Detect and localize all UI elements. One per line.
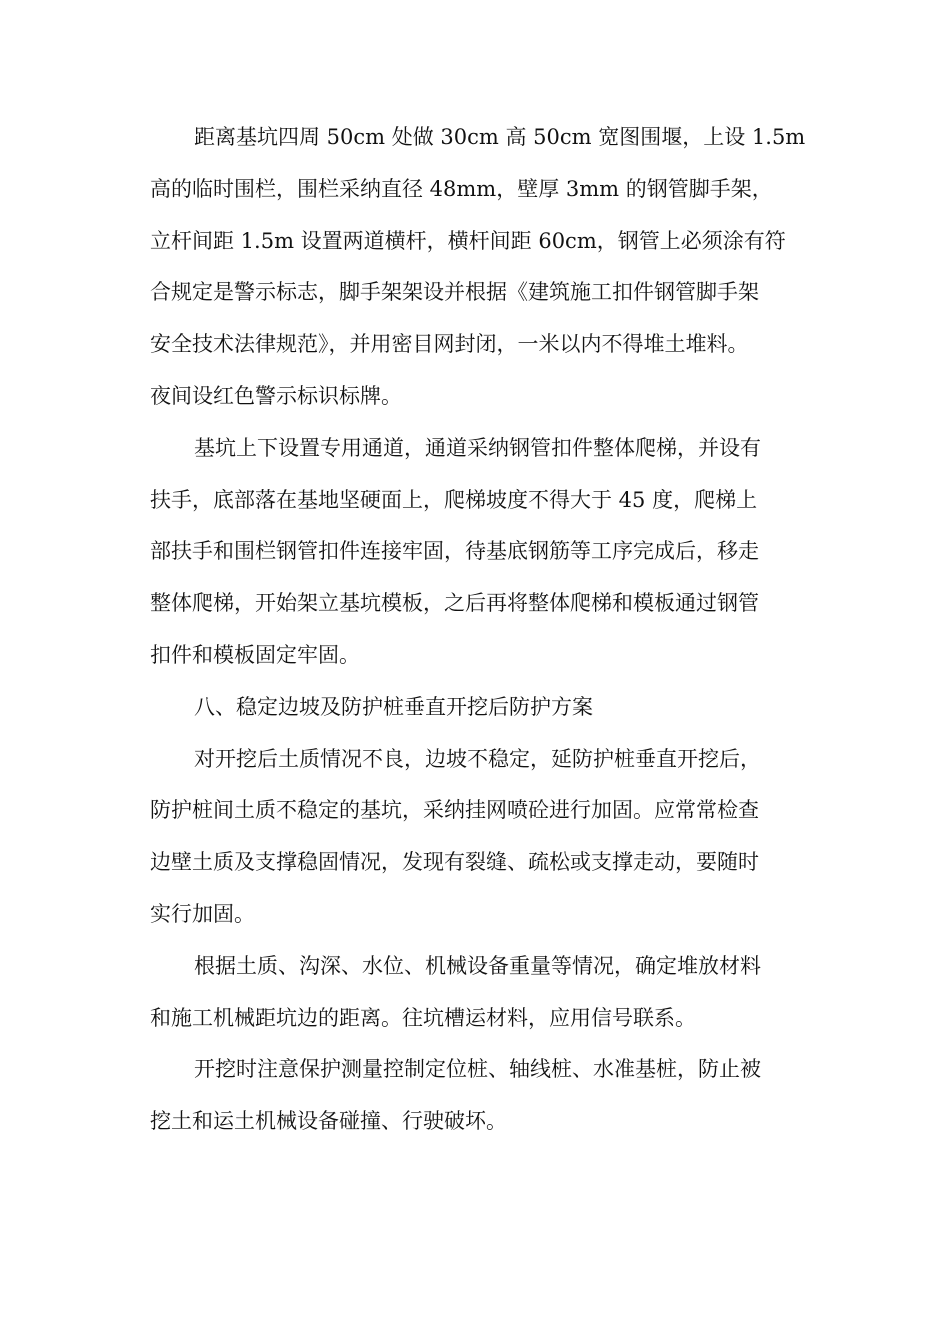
text-line: 开挖时注意保护测量控制定位桩、轴线桩、水准基桩，防止被 bbox=[194, 1057, 761, 1082]
text-line: 对开挖后土质情况不良，边坡不稳定，延防护桩垂直开挖后， bbox=[194, 746, 761, 771]
paragraph-access-ladder bbox=[150, 423, 800, 682]
document-body bbox=[150, 112, 806, 1148]
heading-text: 八、稳定边坡及防护桩垂直开挖后防护方案 bbox=[194, 694, 593, 719]
paragraph-survey-markers bbox=[150, 1044, 800, 1148]
paragraph-excavation-fence bbox=[150, 112, 806, 423]
text-line: 和施工机械距坑边的距离。往坑槽运材料，应用信号联系。 bbox=[150, 1005, 696, 1030]
paragraph-material-distance bbox=[150, 941, 800, 1045]
text-line: 合规定是警示标志，脚手架架设并根据《建筑施工扣件钢管脚手架 bbox=[150, 280, 759, 305]
text-line: 边壁土质及支撑稳固情况，发现有裂缝、疏松或支撑走动，要随时 bbox=[150, 850, 759, 875]
text-line: 挖土和运土机械设备碰撞、行驶破坏。 bbox=[150, 1109, 507, 1134]
text-line: 根据土质、沟深、水位、机械设备重量等情况，确定堆放材料 bbox=[194, 953, 761, 978]
section-heading bbox=[150, 682, 800, 734]
text-line: 整体爬梯，开始架立基坑模板，之后再将整体爬梯和模板通过钢管 bbox=[150, 591, 759, 616]
text-line: 扣件和模板固定牢固。 bbox=[150, 642, 360, 667]
text-line: 部扶手和围栏钢管扣件连接牢固，待基底钢筋等工序完成后，移走 bbox=[150, 539, 759, 564]
text-line: 夜间设红色警示标识标牌。 bbox=[150, 383, 402, 408]
text-line: 防护桩间土质不稳定的基坑，采纳挂网喷砼进行加固。应常常检查 bbox=[150, 798, 759, 823]
text-line: 高的临时围栏，围栏采纳直径 48mm，壁厚 3mm 的钢管脚手架， bbox=[150, 176, 773, 201]
text-line: 扶手，底部落在基地坚硬面上，爬梯坡度不得大于 45 度，爬梯上 bbox=[150, 487, 758, 512]
text-line: 基坑上下设置专用通道，通道采纳钢管扣件整体爬梯，并设有 bbox=[194, 435, 761, 460]
paragraph-slope-protection bbox=[150, 734, 800, 941]
text-line: 立杆间距 1.5m 设置两道横杆，横杆间距 60cm，钢管上必须涂有符 bbox=[150, 228, 786, 253]
text-line: 实行加固。 bbox=[150, 901, 255, 926]
text-line: 安全技术法律规范》，并用密目网封闭，一米以内不得堆土堆料。 bbox=[150, 332, 749, 357]
text-line: 距离基坑四周 50cm 处做 30cm 高 50cm 宽图围堰，上设 1.5m bbox=[194, 125, 806, 149]
